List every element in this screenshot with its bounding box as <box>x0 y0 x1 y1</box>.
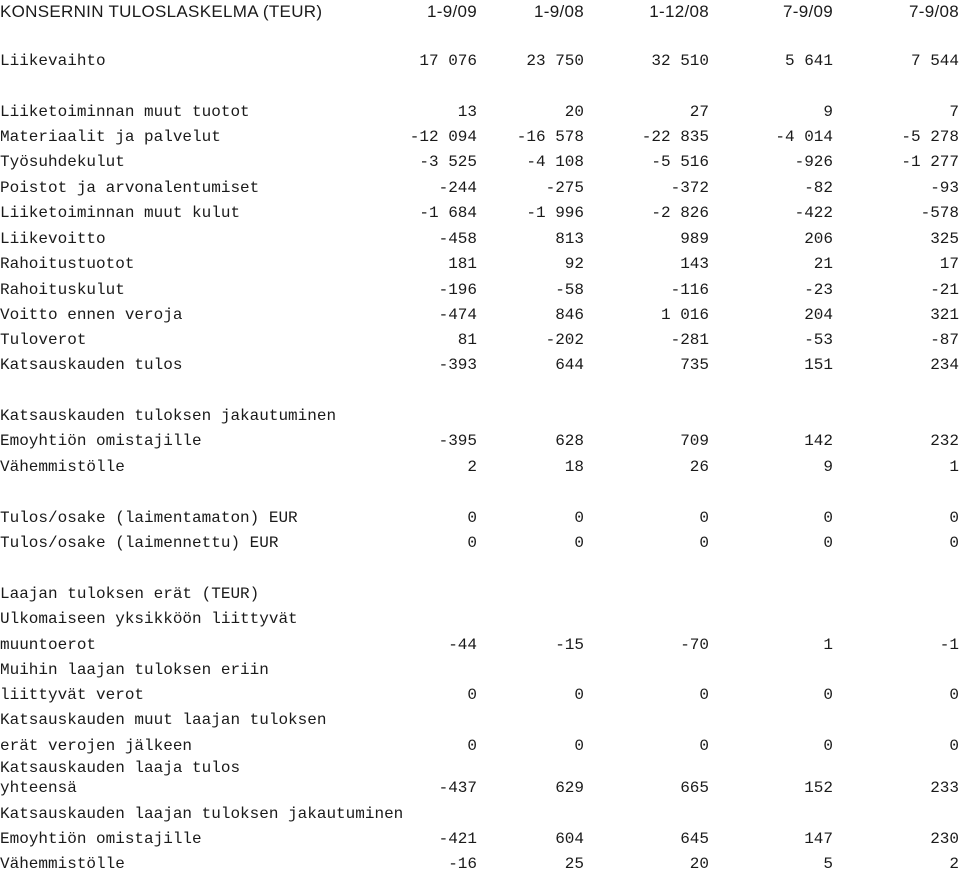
row-value: 0 <box>823 737 833 755</box>
row-label: Liikevaihto <box>0 52 106 70</box>
row-value: -15 <box>555 636 584 654</box>
row-value: -1 277 <box>901 153 959 171</box>
row-value: -44 <box>448 636 477 654</box>
row-value: 0 <box>574 534 584 552</box>
row-value: 813 <box>555 230 584 248</box>
row-value: -5 278 <box>901 128 959 146</box>
table-row <box>0 685 960 705</box>
statement-title: KONSERNIN TULOSLASKELMA (TEUR) <box>0 2 323 21</box>
row-label: Vähemmistölle <box>0 855 125 873</box>
row-label: erät verojen jälkeen <box>0 737 193 755</box>
row-value: 152 <box>804 779 833 797</box>
row-value: 25 <box>564 855 584 873</box>
column-header: 1-12/08 <box>649 2 709 21</box>
row-value: 0 <box>699 509 709 527</box>
row-value: 142 <box>804 432 833 450</box>
row-value: 5 <box>823 855 833 873</box>
row-label: Emoyhtiön omistajille <box>0 830 202 848</box>
row-value: -3 525 <box>419 153 477 171</box>
row-label: Liiketoiminnan muut kulut <box>0 204 241 222</box>
row-value: 628 <box>555 432 584 450</box>
row-value: 644 <box>555 356 584 374</box>
row-value: 233 <box>930 779 959 797</box>
row-value: -4 108 <box>526 153 584 171</box>
row-label: Emoyhtiön omistajille <box>0 432 202 450</box>
row-value: -421 <box>438 830 477 848</box>
row-value: -244 <box>438 179 477 197</box>
row-value: 0 <box>699 737 709 755</box>
row-value: -1 996 <box>526 204 584 222</box>
row-value: -16 <box>448 855 477 873</box>
table-row <box>0 152 960 172</box>
row-label: Tulos/osake (laimentamaton) EUR <box>0 509 298 527</box>
row-value: -70 <box>680 636 709 654</box>
row-value: -422 <box>794 204 833 222</box>
row-value: 147 <box>804 830 833 848</box>
row-value: 0 <box>467 737 477 755</box>
row-value: 1 <box>823 636 833 654</box>
table-row <box>0 203 960 223</box>
table-row <box>0 609 960 629</box>
row-label: Katsauskauden muut laajan tuloksen <box>0 711 327 729</box>
table-row <box>0 508 960 528</box>
row-value: -281 <box>670 331 709 349</box>
column-header: 1-9/08 <box>533 2 584 21</box>
table-row <box>0 635 960 655</box>
table-row <box>0 710 960 730</box>
row-label: yhteensä <box>0 779 77 797</box>
row-value: 232 <box>930 432 959 450</box>
row-value: -12 094 <box>409 128 477 146</box>
row-value: 629 <box>555 779 584 797</box>
row-value: -53 <box>804 331 833 349</box>
row-label: Rahoitustuotot <box>0 255 135 273</box>
row-value: 321 <box>930 306 959 324</box>
row-value: -926 <box>794 153 833 171</box>
row-value: 81 <box>457 331 477 349</box>
row-label: Rahoituskulut <box>0 281 125 299</box>
row-value: -196 <box>438 281 477 299</box>
row-value: -1 <box>939 636 959 654</box>
table-row <box>0 229 960 249</box>
table-row <box>0 406 960 426</box>
row-value: -22 835 <box>641 128 709 146</box>
table-row <box>0 778 960 798</box>
row-value: -2 826 <box>651 204 709 222</box>
row-value: 0 <box>699 686 709 704</box>
row-label: Katsauskauden tuloksen jakautuminen <box>0 407 337 425</box>
row-value: 0 <box>949 509 959 527</box>
table-row <box>0 854 960 874</box>
row-value: 735 <box>680 356 709 374</box>
row-value: -393 <box>438 356 477 374</box>
row-label: liittyvät verot <box>0 686 145 704</box>
row-value: 23 750 <box>526 52 584 70</box>
row-label: Katsauskauden tulos <box>0 356 183 374</box>
table-row <box>0 355 960 375</box>
table-row <box>0 736 960 756</box>
row-label: Liiketoiminnan muut tuotot <box>0 103 250 121</box>
row-value: 989 <box>680 230 709 248</box>
row-value: -437 <box>438 779 477 797</box>
row-value: 0 <box>574 686 584 704</box>
row-label: Katsauskauden laajan tuloksen jakautuminen <box>0 805 404 823</box>
row-value: 17 <box>939 255 959 273</box>
row-value: 27 <box>689 103 709 121</box>
row-value: 0 <box>823 534 833 552</box>
row-label: muuntoerot <box>0 636 97 654</box>
header-row <box>0 2 960 22</box>
row-value: -93 <box>930 179 959 197</box>
row-value: 0 <box>574 509 584 527</box>
row-value: 17 076 <box>419 52 477 70</box>
row-value: 7 544 <box>910 52 959 70</box>
row-label: Tulos/osake (laimennettu) EUR <box>0 534 279 552</box>
row-value: -372 <box>670 179 709 197</box>
row-value: 2 <box>467 458 477 476</box>
row-value: 0 <box>949 534 959 552</box>
row-value: 9 <box>823 458 833 476</box>
row-value: -116 <box>670 281 709 299</box>
row-value: 0 <box>467 686 477 704</box>
row-value: -16 578 <box>516 128 584 146</box>
row-value: 204 <box>804 306 833 324</box>
row-value: 846 <box>555 306 584 324</box>
table-row <box>0 660 960 680</box>
row-value: 206 <box>804 230 833 248</box>
row-value: 18 <box>564 458 584 476</box>
row-value: 92 <box>564 255 584 273</box>
row-value: 1 016 <box>660 306 709 324</box>
row-value: 5 641 <box>784 52 833 70</box>
row-value: 9 <box>823 103 833 121</box>
row-value: 0 <box>574 737 584 755</box>
row-value: -395 <box>438 432 477 450</box>
row-value: 0 <box>699 534 709 552</box>
row-value: 234 <box>930 356 959 374</box>
table-row <box>0 178 960 198</box>
row-value: -5 516 <box>651 153 709 171</box>
row-value: 151 <box>804 356 833 374</box>
row-label: Materiaalit ja palvelut <box>0 128 221 146</box>
table-row <box>0 254 960 274</box>
row-value: -21 <box>930 281 959 299</box>
row-value: -82 <box>804 179 833 197</box>
table-row <box>0 431 960 451</box>
row-value: -58 <box>555 281 584 299</box>
row-value: 13 <box>457 103 477 121</box>
row-value: 0 <box>823 686 833 704</box>
row-value: 0 <box>467 509 477 527</box>
row-value: 0 <box>949 737 959 755</box>
table-row <box>0 280 960 300</box>
table-row <box>0 51 960 71</box>
row-value: -202 <box>545 331 584 349</box>
column-header: 7-9/09 <box>782 2 833 21</box>
row-value: -87 <box>930 331 959 349</box>
row-value: 0 <box>949 686 959 704</box>
row-label: Vähemmistölle <box>0 458 125 476</box>
column-header: 7-9/08 <box>908 2 959 21</box>
row-value: -458 <box>438 230 477 248</box>
row-label: Tuloverot <box>0 331 87 349</box>
table-row <box>0 457 960 477</box>
table-row <box>0 804 960 824</box>
row-label: Voitto ennen veroja <box>0 306 183 324</box>
row-value: 230 <box>930 830 959 848</box>
row-value: -578 <box>920 204 959 222</box>
table-row <box>0 533 960 553</box>
table-row <box>0 829 960 849</box>
row-value: 604 <box>555 830 584 848</box>
row-value: 0 <box>823 509 833 527</box>
row-label: Katsauskauden laaja tulos <box>0 759 241 777</box>
row-value: 21 <box>813 255 833 273</box>
table-row <box>0 305 960 325</box>
row-label: Liikevoitto <box>0 230 106 248</box>
row-value: 32 510 <box>651 52 709 70</box>
row-value: -23 <box>804 281 833 299</box>
row-value: 1 <box>949 458 959 476</box>
row-value: 143 <box>680 255 709 273</box>
row-value: 20 <box>564 103 584 121</box>
row-value: -474 <box>438 306 477 324</box>
table-row <box>0 330 960 350</box>
row-value: -1 684 <box>419 204 477 222</box>
table-row <box>0 584 960 604</box>
row-value: 665 <box>680 779 709 797</box>
row-label: Laajan tuloksen erät (TEUR) <box>0 585 260 603</box>
row-value: 26 <box>689 458 709 476</box>
row-label: Muihin laajan tuloksen eriin <box>0 661 269 679</box>
row-label: Ulkomaiseen yksikköön liittyvät <box>0 610 298 628</box>
row-value: 20 <box>689 855 709 873</box>
table-row <box>0 102 960 122</box>
row-label: Työsuhdekulut <box>0 153 125 171</box>
row-value: -4 014 <box>775 128 833 146</box>
row-value: 181 <box>448 255 477 273</box>
row-label: Poistot ja arvonalentumiset <box>0 179 260 197</box>
row-value: 645 <box>680 830 709 848</box>
row-value: 325 <box>930 230 959 248</box>
row-value: 709 <box>680 432 709 450</box>
column-header: 1-9/09 <box>426 2 477 21</box>
row-value: 7 <box>949 103 959 121</box>
row-value: 0 <box>467 534 477 552</box>
table-row <box>0 127 960 147</box>
row-value: 2 <box>949 855 959 873</box>
row-value: -275 <box>545 179 584 197</box>
table-row <box>0 758 960 778</box>
